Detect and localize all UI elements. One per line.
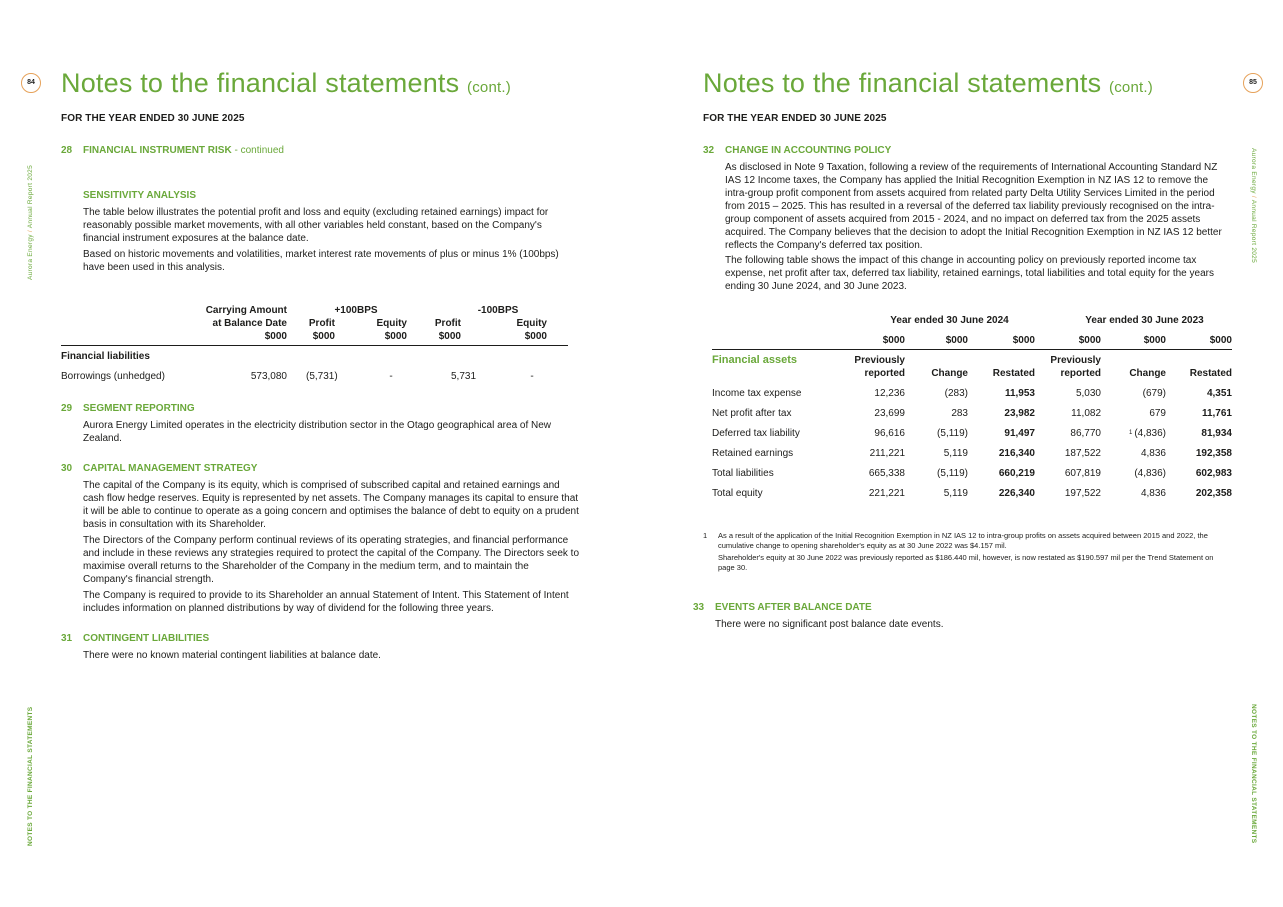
unit-header: $000	[1209, 335, 1232, 346]
table-cell: 4,836	[1140, 488, 1166, 499]
table-cell: 86,770	[1070, 428, 1101, 439]
section-32-heading: 32 CHANGE IN ACCOUNTING POLICY	[703, 145, 892, 156]
section-31-heading: 31 CONTINGENT LIABILITIES	[61, 633, 210, 644]
row-label: Income tax expense	[712, 388, 802, 399]
table-cell: 202,358	[1195, 488, 1232, 499]
table-cell: 226,340	[998, 488, 1035, 499]
table-cell: 665,338	[868, 468, 905, 479]
page-number-right: 85	[1243, 73, 1263, 93]
section-33-body: There were no significant post balance date events.	[715, 619, 944, 630]
section-32-p2: The following table shows the impact of this change in accounting policy on previously reported income tax expense, net profit after tax, deferred tax liability, retained earnings, total liabilities and total equity for the years ending 30 June 2024, and 30 June 2023.	[725, 255, 1214, 292]
table-cell: 23,982	[1004, 408, 1035, 419]
table-row	[712, 427, 1232, 440]
table-cell: (4,836)	[1134, 468, 1166, 479]
table-cell: 211,221	[869, 448, 905, 459]
unit-header: $000	[882, 335, 905, 346]
row-label: Total liabilities	[712, 468, 774, 479]
table-cell: 11,082	[1071, 408, 1101, 419]
section-28-heading: 28 FINANCIAL INSTRUMENT RISK - continued	[61, 145, 284, 156]
table-cell: 197,522	[1064, 488, 1101, 499]
side-label-left-bottom: NOTES TO THE FINANCIAL STATEMENTS	[27, 706, 34, 846]
table-cell: 216,340	[998, 448, 1035, 459]
table-cell: 5,030	[1075, 388, 1101, 399]
table-cell: 11,761	[1201, 408, 1232, 419]
section-30-p2: The Directors of the Company perform continual reviews of its operating strategies, and financial performance and include in these reviews any strategies required to protect the capital of the Company. The Directors seek to maximise overall returns to the Shareholder of the Company in the medium term, and to maintain the Company's financial strength.	[83, 535, 580, 585]
section-29-body: Aurora Energy Limited operates in the electricity distribution sector in the Otago geographical area of New Zealand.	[83, 420, 552, 444]
table-cell: 91,497	[1004, 428, 1035, 439]
page-title-left: Notes to the financial statements (cont.)	[61, 68, 511, 98]
page-title-right: Notes to the financial statements (cont.)	[703, 68, 1153, 98]
sensitivity-p1: The table below illustrates the potential profit and loss and equity (excluding retained earnings) impact for reasonably possible market movements, with all other variables held constant, based on the Company's financial instrument exposures at the balance date.	[83, 207, 549, 244]
policy-table: Year ended 30 June 2024 Year ended 30 June 2023 $000 $000 $000 $000 $000 $000 Financial assets Previously reported Change Restated Previously reported Change Restated Income tax expense 12,236 (283) 11,953 5,030 (679) 4,351 Net profit after tax 23,699 283 23,982 11,082 679 11,761 Deferred tax liability 96,616 (5,119) 91,497 86,770 $^1$ (4,836) 81,934 Retained earnings 211,221 5,119 216,340 187,522 4,836 192,358 Total liabilities 665,338 (5,119) 660,219 607,819 (4,836) 602,983 Total equity 221,221 5,119 226,340 197,522 4,836 202,358	[712, 315, 1232, 499]
change-header: Change	[931, 368, 968, 379]
title-cont: (cont.)	[1109, 79, 1153, 96]
table-cell: 23,699	[874, 408, 905, 419]
table-cell: 221,221	[868, 488, 905, 499]
side-label-right-bottom: NOTES TO THE FINANCIAL STATEMENTS	[1250, 704, 1257, 844]
table-cell: 81,934	[1201, 428, 1232, 439]
sensitivity-p2: Based on historic movements and volatilities, market interest rate movements of plus or minus 1% (100bps) have been used in this analysis.	[83, 249, 559, 273]
previously-reported-header: reported	[864, 368, 905, 379]
table-row	[712, 407, 1232, 420]
unit-header: $000	[1078, 335, 1101, 346]
footnote-number: 1	[703, 531, 708, 540]
table-cell: (5,119)	[937, 468, 968, 479]
table-cell: (679)	[1142, 388, 1166, 399]
footnote-p1: As a result of the application of the Initial Recognition Exemption in NZ IAS 12 to intra-group profits on assets acquired between 2015 and 2022, the cumulative change to opening shareholder's equity as at 30 June 2022 was $4.157 mil.	[718, 531, 1208, 550]
page-number-left: 84	[21, 73, 41, 93]
table-cell: 187,522	[1064, 448, 1101, 459]
page-subtitle-right: FOR THE YEAR ENDED 30 JUNE 2025	[703, 113, 887, 124]
row-label: Total equity	[712, 488, 763, 499]
side-label-right-top: Aurora Energy / Annual Report 2025	[1250, 148, 1257, 264]
table-cell: 607,819	[1064, 468, 1101, 479]
footnote-marker: 1	[1128, 430, 1133, 436]
section-32-p1: As disclosed in Note 9 Taxation, following a review of the requirements of International Accounting Standard NZ IAS 12 Income taxes, the Company has applied the Initial Recognition Exemption in NZ IAS 12 to remove the intra-group profit component from assets acquired from related party Delta Utility Services Limited in the period from 2015 – 2025. This has resulted in a reversal of the deferred tax liability previously recognised on the intra-group component of assets acquired from 2015 - 2024, and no impact on deferred tax from the 2025 assets acquired. The Company believes that the decision to adopt the Initial Recognition Exemption in NZ IAS 12 better reflects the Company's deferred tax position.	[725, 162, 1222, 251]
table-cell: 12,236	[874, 388, 905, 399]
table-cell: (283)	[944, 388, 968, 399]
section-30-p3: The Company is required to provide to its Shareholder an annual Statement of Intent. This Statement of Intent includes information on planned distributions by way of dividend for the following three years.	[83, 590, 569, 614]
title-cont: (cont.)	[467, 79, 511, 96]
table-cell: 4,351	[1206, 388, 1232, 399]
section-30-p1: The capital of the Company is its equity, which is comprised of subscribed capital and retained earnings and cash flow hedge reserves. Equity is represented by net assets. The Company manages its capital to ensure that it will be able to continue to operate as a going concern and optimises the balance of debt to equity on a prudent basis in consultation with its Shareholder.	[83, 480, 579, 530]
unit-header: $000	[1143, 335, 1166, 346]
row-label: Net profit after tax	[712, 408, 792, 419]
side-label-left-top: Aurora Energy / Annual Report 2025	[27, 164, 34, 280]
table-cell: $^1$ (4,836)	[1128, 428, 1166, 439]
risk-table: Carrying Amount at Balance Date $000 +100BPS -100BPS Profit $000 Equity $000 Profit $000 Equity $000 Financial liabilities Borrowings (unhedged) 573,080 (5,731) - 5,731 -	[61, 304, 568, 383]
unit-header: $000	[1012, 335, 1035, 346]
previously-reported-header: Previously	[1050, 355, 1101, 366]
table-cell: (5,119)	[937, 428, 968, 439]
row-label: Deferred tax liability	[712, 428, 800, 439]
table-cell: 283	[951, 408, 968, 419]
policy-table-group: Financial assets	[712, 354, 797, 366]
table-cell: 679	[1149, 408, 1166, 419]
risk-table-group: Financial liabilities	[61, 351, 150, 362]
previously-reported-header: Previously	[854, 355, 905, 366]
page-subtitle-left: FOR THE YEAR ENDED 30 JUNE 2025	[61, 113, 245, 124]
unit-header: $000	[945, 335, 968, 346]
footnote-p2: Shareholder's equity at 30 June 2022 was previously reported as $186.440 mil, however, is now restated as $190.597 mil per the Trend Statement on page 30.	[718, 553, 1214, 572]
restated-header: Restated	[992, 368, 1035, 379]
table-cell: 5,119	[943, 488, 968, 499]
table-row	[712, 447, 1232, 460]
section-30-heading: 30 CAPITAL MANAGEMENT STRATEGY	[61, 463, 258, 474]
table-cell: 660,219	[998, 468, 1035, 479]
section-33-heading: 33 EVENTS AFTER BALANCE DATE	[693, 602, 872, 613]
table-row	[712, 467, 1232, 480]
table-row: Borrowings (unhedged) 573,080 (5,731) - 5,731 -	[61, 371, 534, 382]
table-cell: 192,358	[1195, 448, 1232, 459]
table-cell: 602,983	[1195, 468, 1232, 479]
table-cell: 96,616	[874, 428, 905, 439]
restated-header: Restated	[1189, 368, 1232, 379]
table-cell: 4,836	[1140, 448, 1166, 459]
previously-reported-header: reported	[1060, 368, 1101, 379]
table-cell: 5,119	[943, 448, 968, 459]
table-row	[712, 487, 1232, 500]
table-row	[712, 387, 1232, 400]
section-31-body: There were no known material contingent liabilities at balance date.	[83, 650, 381, 661]
table-cell: 11,953	[1004, 388, 1035, 399]
section-29-heading: 29 SEGMENT REPORTING	[61, 403, 195, 414]
change-header: Change	[1129, 368, 1166, 379]
sensitivity-heading: SENSITIVITY ANALYSIS	[83, 190, 196, 201]
row-label: Retained earnings	[712, 448, 794, 459]
